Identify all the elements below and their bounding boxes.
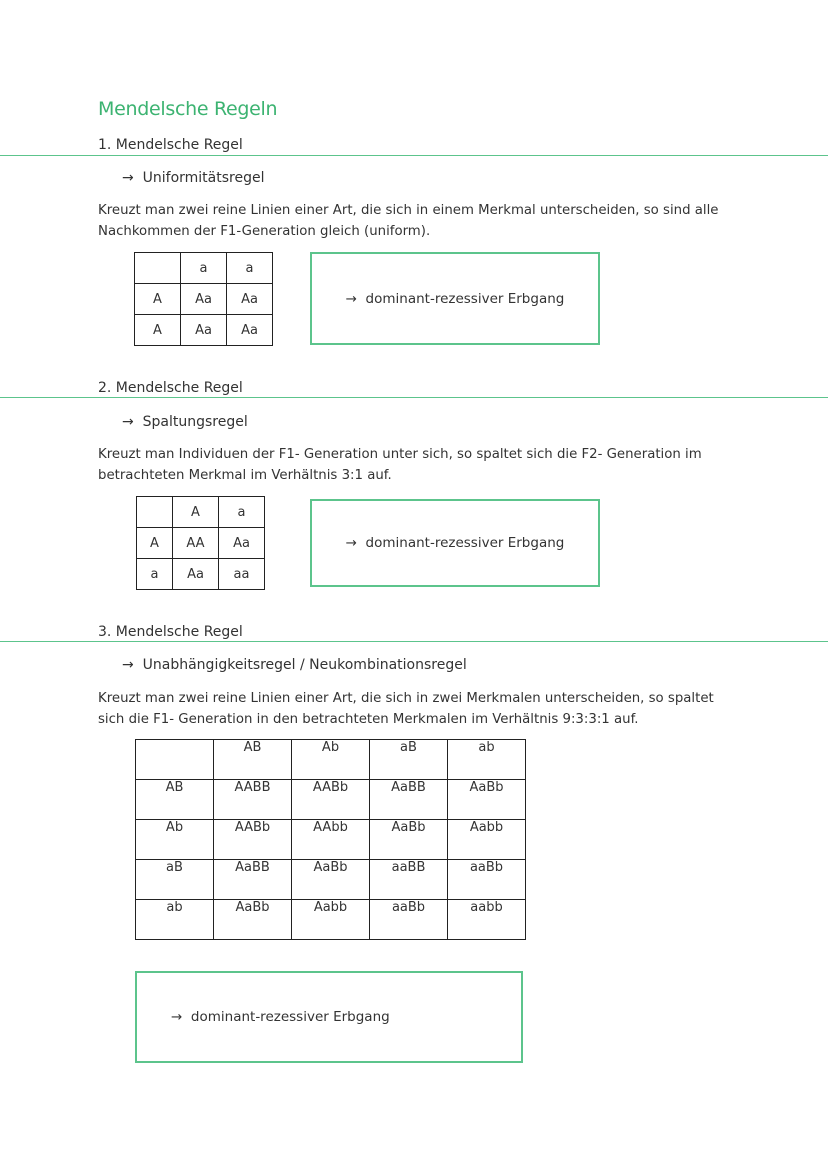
- page-title: Mendelsche Regeln: [98, 98, 278, 120]
- table-cell: AB: [136, 780, 214, 820]
- table-cell: ab: [448, 740, 526, 780]
- rule-name-text: Unabhängigkeitsregel / Neukombinationsregel: [142, 657, 467, 673]
- arrow-icon: →: [345, 290, 357, 307]
- inheritance-box-3: [135, 971, 523, 1063]
- arrow-icon: →: [345, 535, 357, 551]
- table-cell: A: [173, 497, 219, 528]
- box-label: dominant-rezessiver Erbgang: [365, 535, 565, 551]
- rule-name-text: Uniformitätsregel: [142, 170, 265, 186]
- table-cell: a: [181, 253, 227, 284]
- section-2-divider: [0, 397, 828, 398]
- section-2-rule-name: [122, 414, 248, 430]
- section-3-rule-name: [122, 657, 467, 673]
- table-cell: a: [219, 497, 265, 528]
- table-row: [137, 559, 265, 590]
- punnett-square-2: [136, 496, 265, 590]
- table-row: [136, 820, 526, 860]
- section-2-text: Kreuzt man Individuen der F1- Generation unter sich, so spaltet sich die F2- Generation im betrachteten Merkmal im Verhältnis 3:1 auf.: [98, 447, 702, 483]
- table-cell: aaBb: [448, 860, 526, 900]
- table-cell: Aa: [181, 315, 227, 346]
- arrow-icon: →: [122, 414, 134, 430]
- section-1-heading: 1. Mendelsche Regel: [98, 137, 243, 153]
- table-cell: Aa: [181, 284, 227, 315]
- table-row: [136, 860, 526, 900]
- table-cell: A: [137, 528, 173, 559]
- table-cell: AABb: [292, 780, 370, 820]
- table-cell: Aa: [219, 528, 265, 559]
- table-row: [136, 780, 526, 820]
- table-row: [135, 284, 273, 315]
- table-cell: AaBB: [214, 860, 292, 900]
- table-cell: aabb: [448, 900, 526, 940]
- table-cell: [136, 740, 214, 780]
- table-row: [136, 900, 526, 940]
- arrow-icon: →: [171, 1009, 183, 1025]
- punnett-square-3: [135, 739, 526, 940]
- table-cell: Ab: [136, 820, 214, 860]
- section-3-divider: [0, 641, 828, 642]
- table-cell: [137, 497, 173, 528]
- table-cell: Aa: [227, 284, 273, 315]
- section-1-text: Kreuzt man zwei reine Linien einer Art, die sich in einem Merkmal unterscheiden, so sind alle Nachkommen der F1-Generation gleich (uniform).: [98, 203, 719, 239]
- table-cell: aB: [136, 860, 214, 900]
- rule-name-text: Spaltungsregel: [142, 414, 248, 430]
- table-cell: [135, 253, 181, 284]
- inheritance-box-2: [310, 499, 600, 587]
- table-cell: AaBb: [214, 900, 292, 940]
- table-cell: a: [227, 253, 273, 284]
- table-cell: AaBB: [370, 780, 448, 820]
- table-cell: Aabb: [292, 900, 370, 940]
- table-cell: a: [137, 559, 173, 590]
- table-cell: aa: [219, 559, 265, 590]
- table-cell: A: [135, 315, 181, 346]
- table-row: [135, 253, 273, 284]
- table-cell: AB: [214, 740, 292, 780]
- table-cell: AAbb: [292, 820, 370, 860]
- section-1-divider: [0, 155, 828, 156]
- table-cell: Ab: [292, 740, 370, 780]
- table-cell: Aa: [227, 315, 273, 346]
- table-cell: ab: [136, 900, 214, 940]
- section-3-text: Kreuzt man zwei reine Linien einer Art, die sich in zwei Merkmalen unterscheiden, so spaltet sich die F1- Generation in den betrachteten Merkmalen im Verhältnis 9:3:3:1 auf.: [98, 691, 714, 727]
- table-cell: Aa: [173, 559, 219, 590]
- punnett-square-1: [134, 252, 273, 346]
- inheritance-box-1: [310, 252, 600, 345]
- table-cell: A: [135, 284, 181, 315]
- arrow-icon: →: [122, 657, 134, 673]
- table-cell: AABb: [214, 820, 292, 860]
- table-row: [136, 740, 526, 780]
- table-cell: AA: [173, 528, 219, 559]
- table-cell: Aabb: [448, 820, 526, 860]
- table-cell: AaBb: [370, 820, 448, 860]
- arrow-icon: →: [122, 170, 134, 186]
- section-2-heading: 2. Mendelsche Regel: [98, 380, 243, 396]
- section-1-rule-name: [122, 170, 264, 186]
- table-cell: AaBb: [292, 860, 370, 900]
- table-row: [137, 497, 265, 528]
- table-cell: aaBb: [370, 900, 448, 940]
- table-row: [137, 528, 265, 559]
- section-3-heading: 3. Mendelsche Regel: [98, 624, 243, 640]
- box-label: dominant-rezessiver Erbgang: [190, 1009, 390, 1025]
- table-cell: aaBB: [370, 860, 448, 900]
- table-cell: AaBb: [448, 780, 526, 820]
- table-cell: AABB: [214, 780, 292, 820]
- table-row: [135, 315, 273, 346]
- table-cell: aB: [370, 740, 448, 780]
- box-label: dominant-rezessiver Erbgang: [365, 290, 565, 307]
